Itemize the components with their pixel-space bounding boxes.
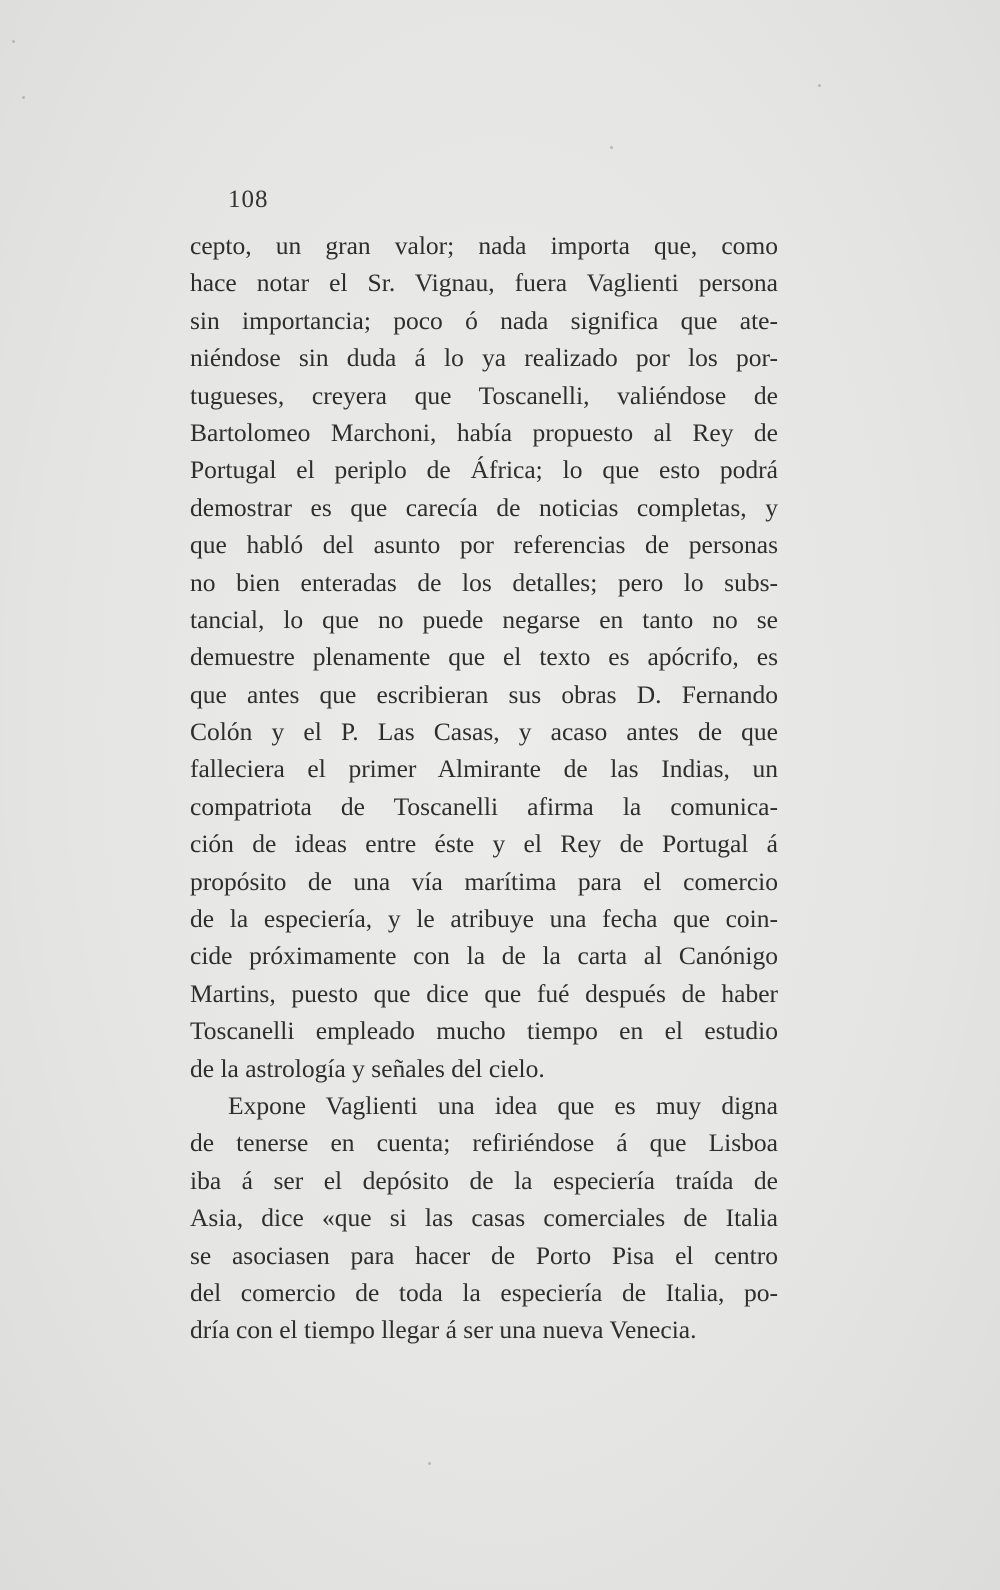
text-line: Portugal el periplo de África; lo que esto podrá	[190, 455, 778, 485]
text-line: del comercio de toda la especiería de Italia, po-	[190, 1277, 778, 1307]
page-number: 108	[228, 186, 269, 213]
paper-speck	[818, 84, 821, 87]
paper-speck	[12, 40, 15, 43]
paper-speck	[428, 1462, 431, 1465]
text-line: no bien enteradas de los detalles; pero lo subs-	[190, 567, 778, 597]
text-line: Bartolomeo Marchoni, había propuesto al Rey de	[190, 417, 778, 447]
text-line: propósito de una vía marítima para el comercio	[190, 866, 778, 896]
text-line: demostrar es que carecía de noticias completas, y	[190, 492, 778, 522]
text-line: falleciera el primer Almirante de las Indias, un	[190, 754, 778, 784]
text-line: se asociasen para hacer de Porto Pisa el centro	[190, 1240, 778, 1270]
text-line: sin importancia; poco ó nada significa que ate-	[190, 305, 778, 335]
text-line: cepto, un gran valor; nada importa que, como	[190, 231, 778, 260]
text-line: iba á ser el depósito de la especiería traída de	[190, 1165, 778, 1195]
text-line: niéndose sin duda á lo ya realizado por los por-	[190, 343, 778, 373]
paper-speck	[22, 96, 25, 99]
text-line: que antes que escribieran sus obras D. Fernando	[190, 679, 778, 709]
text-line: tancial, lo que no puede negarse en tanto no se	[190, 604, 778, 634]
text-line: Martins, puesto que dice que fué después de haber	[190, 978, 778, 1008]
text-line: Toscanelli empleado mucho tiempo en el estudio	[190, 1016, 778, 1046]
body-text	[190, 227, 778, 1349]
paper-speck	[610, 146, 613, 149]
text-line: de la astrología y señales del cielo.	[190, 1053, 545, 1083]
text-line: de tenerse en cuenta; refiriéndose á que Lisboa	[190, 1128, 778, 1158]
text-line: tugueses, creyera que Toscanelli, valiéndose de	[190, 380, 778, 410]
text-line: hace notar el Sr. Vignau, fuera Vaglienti persona	[190, 268, 778, 298]
text-line: cide próximamente con la de la carta al Canónigo	[190, 941, 778, 971]
text-line: Colón y el P. Las Casas, y acaso antes de que	[190, 717, 778, 747]
text-line: Asia, dice «que si las casas comerciales de Italia	[190, 1203, 778, 1233]
text-line: ción de ideas entre éste y el Rey de Portugal á	[190, 829, 778, 859]
text-line: dría con el tiempo llegar á ser una nueva Venecia.	[190, 1315, 697, 1345]
text-line: de la especiería, y le atribuye una fecha que coin-	[190, 904, 778, 934]
text-line: demuestre plenamente que el texto es apócrifo, es	[190, 642, 778, 672]
text-line: compatriota de Toscanelli afirma la comunica-	[190, 791, 778, 821]
text-line: Expone Vaglienti una idea que es muy digna	[228, 1090, 778, 1120]
text-line: que habló del asunto por referencias de personas	[190, 530, 778, 560]
